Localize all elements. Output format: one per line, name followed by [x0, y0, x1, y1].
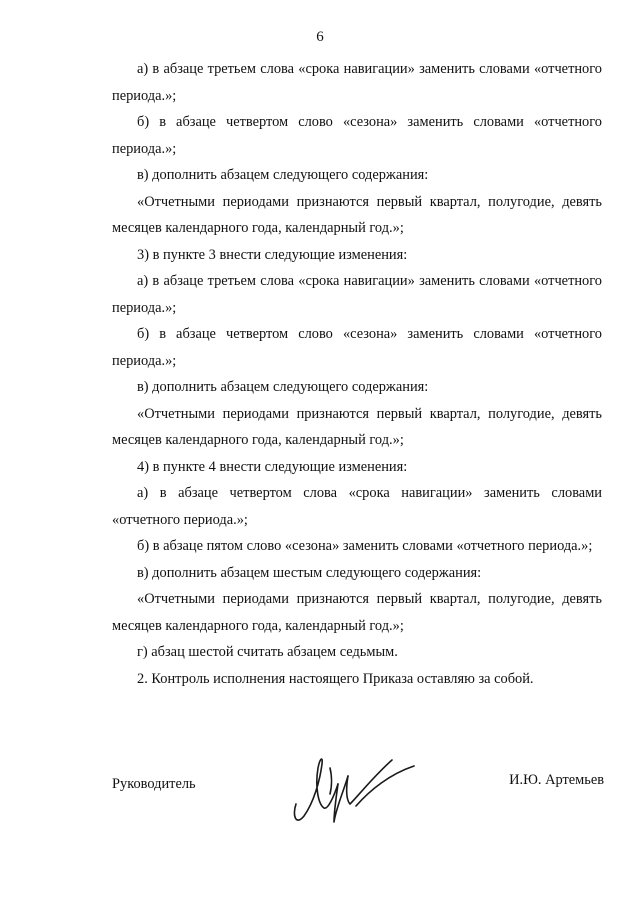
signatory-title: Руководитель: [112, 776, 196, 792]
signatory-name: И.Ю. Артемьев: [509, 772, 604, 788]
paragraph: «Отчетными периодами признаются первый квартал, полугодие, девять месяцев календарного года, календарный год.»;: [112, 591, 602, 634]
document-body: [112, 56, 602, 692]
paragraph: 3) в пункте 3 внести следующие изменения:: [137, 246, 408, 263]
paragraph: б) в абзаце четвертом слово «сезона» заменить словами «отчетного периода.»;: [112, 326, 602, 369]
paragraph: г) абзац шестой считать абзацем седьмым.: [137, 644, 398, 660]
paragraph: в) дополнить абзацем шестым следующего содержания:: [137, 564, 482, 581]
paragraph: б) в абзаце четвертом слово «сезона» заменить словами «отчетного периода.»;: [112, 114, 602, 157]
paragraph: 4) в пункте 4 внести следующие изменения:: [137, 458, 408, 475]
paragraph: а) в абзаце третьем слова «срока навигации» заменить словами «отчетного периода.»;: [112, 273, 602, 316]
page-number: 6: [316, 29, 324, 45]
handwritten-signature: [290, 746, 420, 828]
paragraph: а) в абзаце четвертом слова «срока навигации» заменить словами «отчетного периода.»;: [112, 485, 602, 528]
paragraph: «Отчетными периодами признаются первый квартал, полугодие, девять месяцев календарного года, календарный год.»;: [112, 405, 602, 448]
paragraph: «Отчетными периодами признаются первый квартал, полугодие, девять месяцев календарного года, календарный год.»;: [112, 193, 602, 236]
paragraph: 2. Контроль исполнения настоящего Приказа оставляю за собой.: [137, 670, 534, 687]
paragraph: а) в абзаце третьем слова «срока навигации» заменить словами «отчетного периода.»;: [112, 61, 602, 104]
paragraph: в) дополнить абзацем следующего содержания:: [137, 379, 429, 395]
paragraph: в) дополнить абзацем следующего содержания:: [137, 167, 429, 183]
paragraph: б) в абзаце пятом слово «сезона» заменить словами «отчетного периода.»;: [137, 538, 593, 554]
